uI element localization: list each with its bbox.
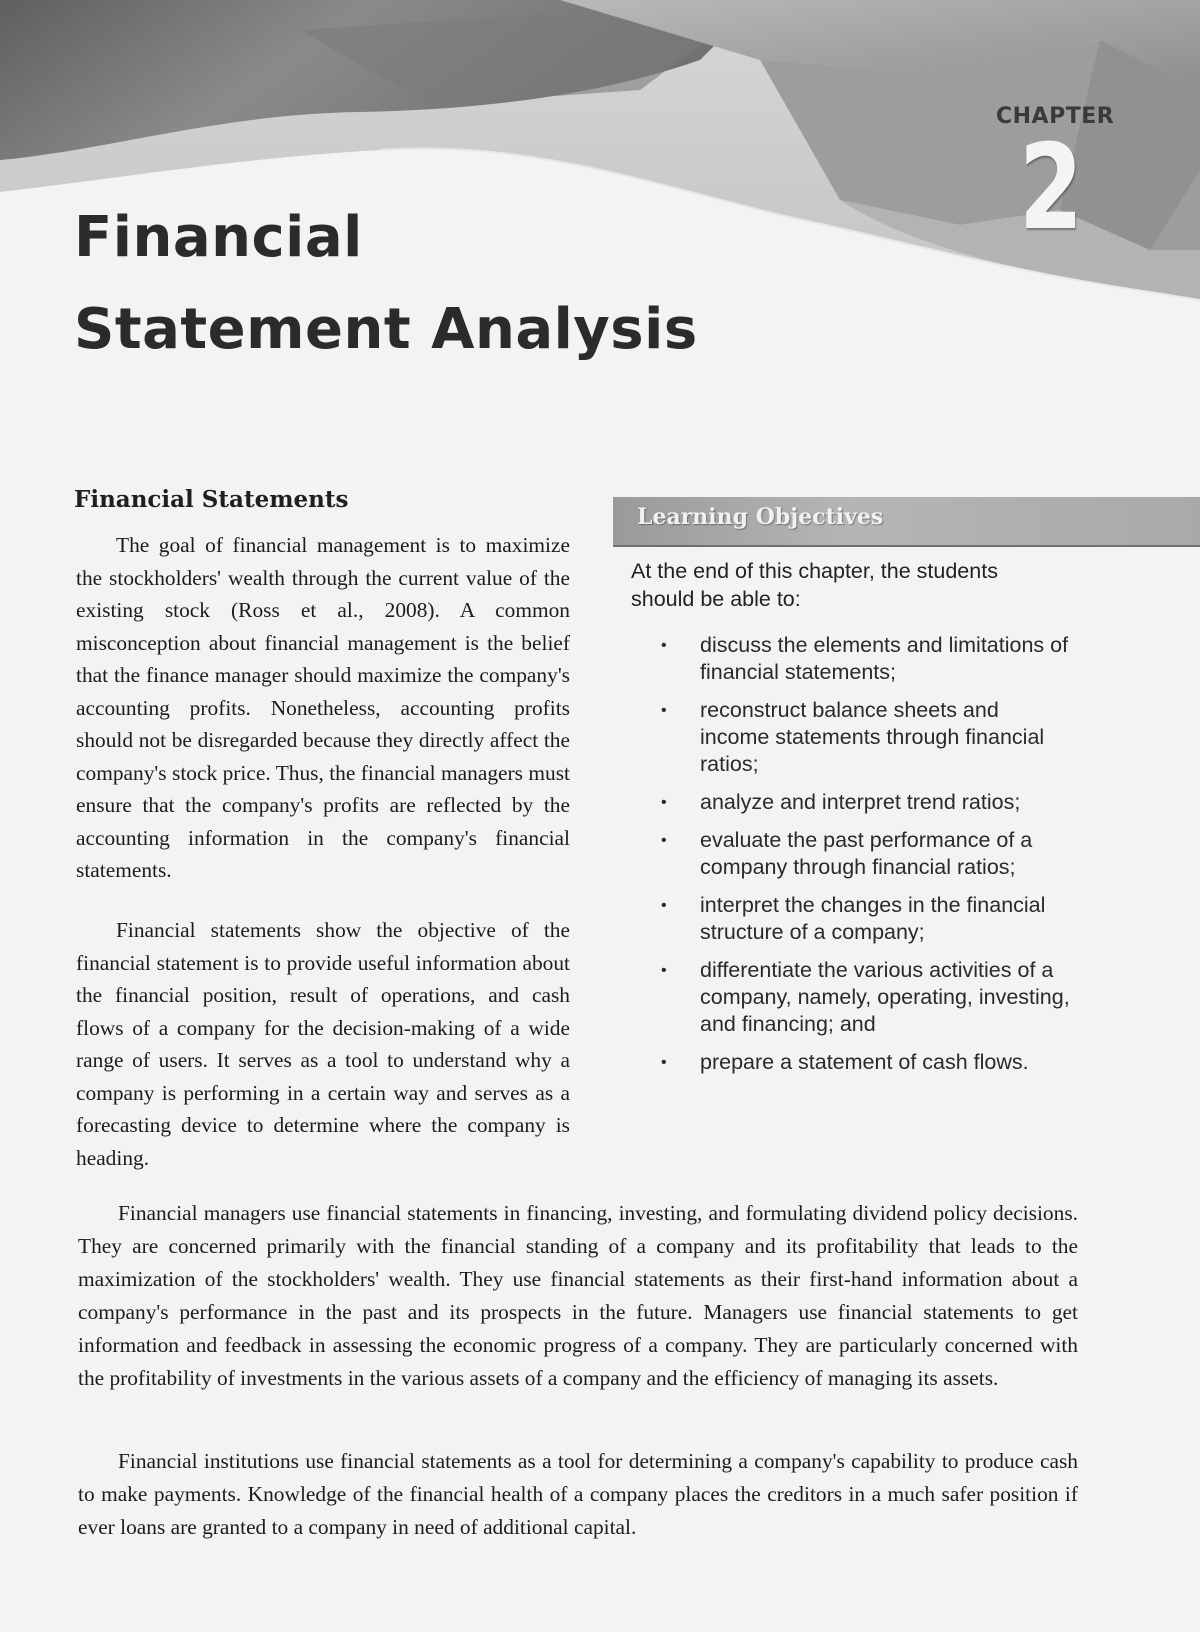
learning-objectives-intro: At the end of this chapter, the students should be able to: xyxy=(631,559,998,611)
learning-objectives-list xyxy=(631,632,1071,1087)
body-paragraph-1: The goal of financial management is to maximize the stockholders' wealth through the current value of the existing stock (Ross et al., 2008). A common misconception about financial management is the belief that the finance manager should maximize the company's accounting profits. Nonetheless, accounting profits should not be disregarded because they directly affect the company's stock price. Thus, the financial managers must ensure that the company's profits are reflected by the accounting information in the company's financial statements. xyxy=(76,533,570,882)
bullet-icon xyxy=(661,632,667,659)
chapter-label: CHAPTER xyxy=(996,104,1115,129)
list-item xyxy=(631,957,1071,1038)
bullet-icon xyxy=(661,1049,667,1076)
list-item xyxy=(631,1049,1071,1076)
body-paragraph-4: Financial institutions use financial statements as a tool for determining a company's capability to produce cash to make payments. Knowledge of the financial health of a company places the creditors in a much safer position if ever loans are granted to a company in need of additional capital. xyxy=(78,1449,1078,1539)
list-item xyxy=(631,789,1071,816)
list-item-text: interpret the changes in the financial structure of a company; xyxy=(700,893,1046,944)
list-item-text: analyze and interpret trend ratios; xyxy=(700,790,1021,814)
bullet-icon xyxy=(661,957,667,984)
list-item xyxy=(631,632,1071,686)
list-item xyxy=(631,697,1071,778)
chapter-title-line-1: Financial xyxy=(74,205,363,270)
list-item xyxy=(631,892,1071,946)
list-item-text: prepare a statement of cash flows. xyxy=(700,1050,1029,1074)
section-heading: Financial Statements xyxy=(74,486,349,513)
body-paragraph-3: Financial managers use financial statements in financing, investing, and formulating dividend policy decisions. They are concerned primarily with the financial standing of a company and its profitability that leads to the maximization of the stockholders' wealth. They use financial statements as their first-hand information about a company's performance in the past and its prospects in the future. Managers use financial statements to get information and feedback in assessing the economic progress of a company. They are particularly concerned with the profitability of investments in the various assets of a company and the efficiency of managing its assets. xyxy=(78,1201,1078,1390)
list-item xyxy=(631,827,1071,881)
chapter-title-line-2: Statement Analysis xyxy=(74,297,698,362)
list-item-text: differentiate the various activities of a company, namely, operating, investing, and financing; and xyxy=(700,958,1070,1036)
learning-objectives-title: Learning Objectives xyxy=(637,504,884,530)
chapter-title xyxy=(74,192,698,376)
bullet-icon xyxy=(661,697,667,724)
list-item-text: discuss the elements and limitations of financial statements; xyxy=(700,633,1069,684)
chapter-number: 2 xyxy=(1018,118,1084,256)
list-item-text: evaluate the past performance of a company through financial ratios; xyxy=(700,828,1033,879)
learning-objectives-header xyxy=(613,497,1200,547)
body-paragraph-2: Financial statements show the objective of the financial statement is to provide useful information about the financial position, result of operations, and cash flows of a company for the decision-making of a wide range of users. It serves as a tool to understand why a company is performing in a certain way and serves as a forecasting device to determine where the company is heading. xyxy=(76,918,570,1170)
bullet-icon xyxy=(661,892,667,919)
bullet-icon xyxy=(661,789,667,816)
bullet-icon xyxy=(661,827,667,854)
list-item-text: reconstruct balance sheets and income statements through financial ratios; xyxy=(700,698,1045,776)
